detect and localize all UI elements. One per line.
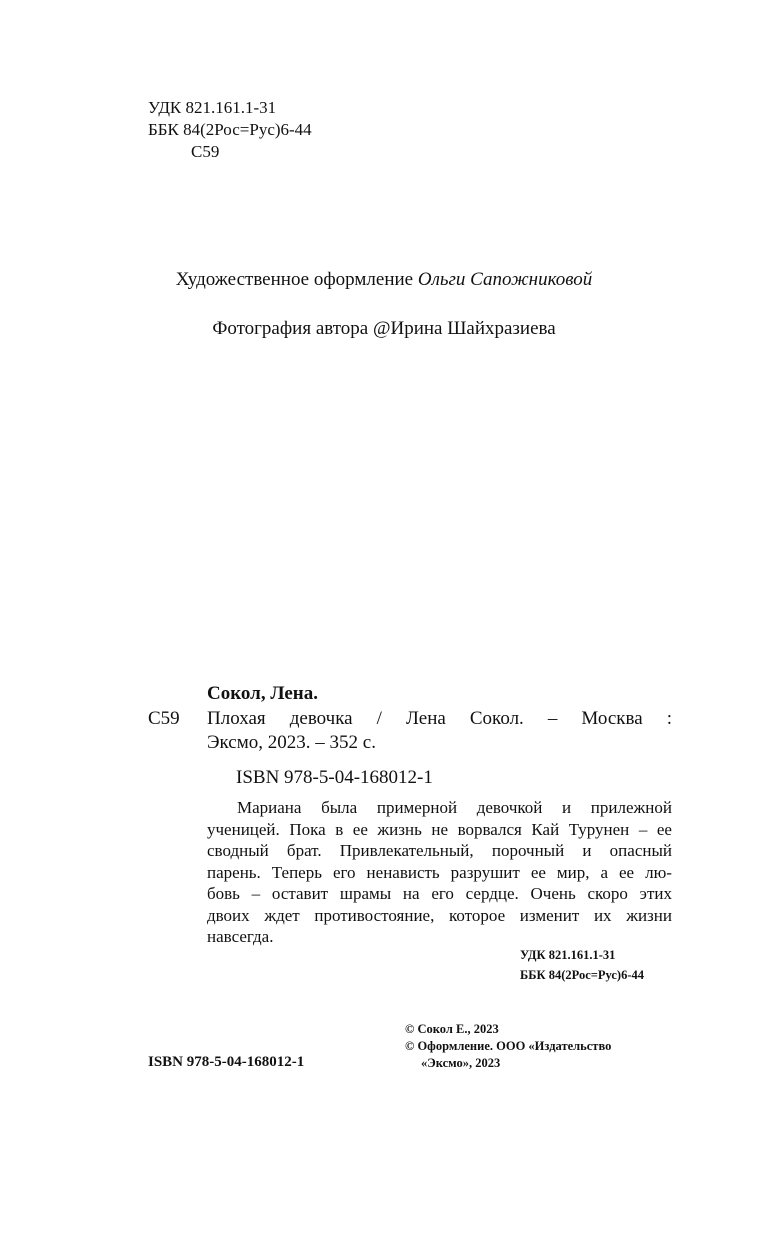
annotation-word: противостояние,: [314, 905, 435, 925]
annotation-line: [207, 905, 672, 927]
biblio-word: девочка: [289, 708, 353, 729]
annotation-word: лю-: [645, 862, 672, 882]
annotation-word: в: [335, 819, 344, 839]
annotation-word: ее: [656, 819, 672, 839]
annotation-word: Привлекательный,: [339, 841, 474, 860]
annotation-word: была: [321, 798, 358, 817]
classification-codes-bottom: [520, 945, 644, 985]
annotation-word: двоих: [207, 905, 250, 925]
annotation-word: а: [600, 862, 609, 882]
annotation-word: примерной: [376, 798, 458, 817]
annotation-word: не: [431, 819, 449, 839]
annotation-line: [207, 797, 672, 819]
annotation-word: шрамы: [339, 884, 392, 903]
annotation: [207, 797, 672, 948]
annotation-word: мир,: [556, 862, 590, 882]
annotation-line: [207, 840, 672, 862]
biblio-word: /: [376, 708, 382, 729]
annotation-word: скоро: [587, 884, 628, 903]
annotation-word: его: [431, 884, 454, 903]
biblio-word: Сокол.: [469, 708, 524, 729]
bibliographic-description: [207, 707, 672, 755]
annotation-word: парень.: [207, 862, 261, 882]
annotation-line-last: навсегда.: [207, 927, 274, 946]
udk-code-bottom: УДК 821.161.1-31: [520, 948, 616, 962]
biblio-word: Плохая: [207, 708, 266, 729]
annotation-word: Турунен: [568, 819, 630, 839]
annotation-word: жизни: [626, 905, 672, 925]
copyright-author: © Сокол Е., 2023: [405, 1022, 499, 1036]
annotation-word: бовь: [207, 884, 240, 903]
annotation-word: ее: [352, 819, 368, 839]
annotation-word: жизнь: [377, 819, 422, 839]
bbk-code: ББК 84(2Рос=Рус)6-44: [148, 120, 312, 139]
annotation-word: разрушит: [450, 862, 520, 882]
annotation-word: которое: [449, 905, 506, 925]
annotation-word: ворвался: [457, 819, 522, 839]
annotation-word: ненависть: [366, 862, 440, 882]
classification-codes-top: [148, 97, 312, 163]
copyright-block: [405, 1021, 611, 1072]
annotation-word: девочкой: [476, 798, 543, 817]
design-credit: [0, 268, 768, 292]
annotation-line: [207, 862, 672, 884]
annotation-word: Мариана: [237, 798, 302, 817]
annotation-word: ученицей.: [207, 819, 280, 839]
isbn-bottom: ISBN 978-5-04-168012-1: [148, 1054, 305, 1070]
annotation-word: Кай: [531, 819, 560, 839]
annotation-word: сводный: [207, 841, 269, 860]
annotation-word: ждет: [264, 905, 300, 925]
annotation-word: и: [562, 798, 572, 817]
design-credit-artist: Ольги Сапожниковой: [417, 269, 593, 290]
author-heading: Сокол, Лена.: [207, 683, 318, 704]
copyright-publisher: «Эксмо», 2023: [421, 1056, 501, 1070]
catalog-author-mark: С59: [148, 708, 180, 729]
biblio-publisher-line: Эксмо, 2023. – 352 с.: [207, 732, 376, 753]
biblio-word: :: [666, 708, 672, 729]
annotation-word: Теперь: [271, 862, 322, 882]
biblio-word: Лена: [406, 708, 446, 729]
biblio-word: –: [547, 708, 558, 729]
author-mark: С59: [191, 142, 220, 161]
copyright-design: © Оформление. ООО «Издательство: [405, 1039, 612, 1053]
annotation-word: ее: [619, 862, 635, 882]
design-credit-prefix: Художественное оформление: [175, 269, 414, 290]
bbk-code-bottom: ББК 84(2Рос=Рус)6-44: [520, 968, 644, 982]
annotation-line: [207, 819, 672, 841]
biblio-word: Москва: [581, 708, 643, 729]
annotation-word: Очень: [530, 884, 576, 903]
annotation-word: его: [332, 862, 356, 882]
annotation-line: [207, 883, 672, 905]
annotation-word: –: [638, 819, 648, 839]
biblio-title-line: [207, 707, 672, 731]
annotation-word: прилежной: [590, 798, 672, 817]
annotation-word: брат.: [286, 841, 322, 860]
annotation-word: оставит: [271, 884, 329, 903]
udk-code: УДК 821.161.1-31: [148, 98, 277, 117]
isbn-catalog: ISBN 978-5-04-168012-1: [236, 767, 433, 788]
annotation-word: этих: [639, 884, 672, 903]
annotation-word: опасный: [609, 841, 672, 860]
annotation-word: порочный: [491, 841, 565, 860]
annotation-word: Пока: [289, 819, 326, 839]
annotation-word: изменит: [519, 905, 580, 925]
annotation-word: и: [582, 841, 592, 860]
annotation-word: –: [251, 884, 261, 903]
annotation-word: ее: [530, 862, 546, 882]
photo-credit: Фотография автора @Ирина Шайхразиева: [212, 318, 556, 339]
annotation-word: сердце.: [465, 884, 519, 903]
annotation-word: их: [593, 905, 612, 925]
annotation-word: на: [402, 884, 420, 903]
